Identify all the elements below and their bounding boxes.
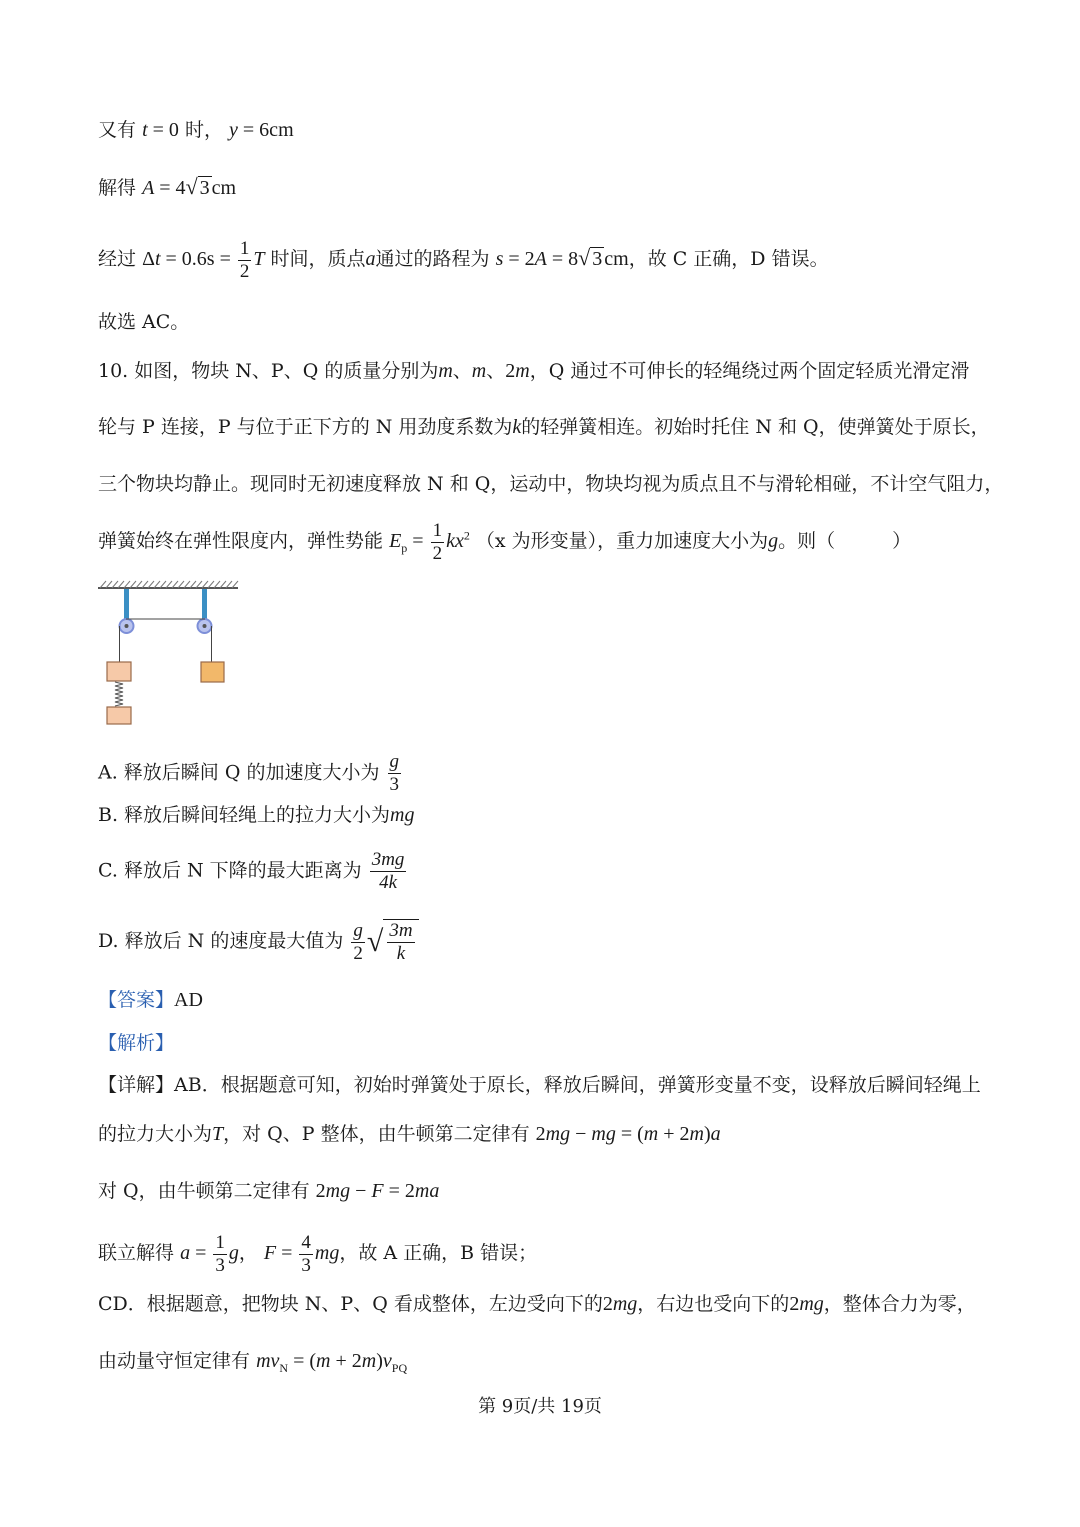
solution-line-4: 故选 AC。 [98,311,190,333]
text: ，故 C 正确，D 错误。 [628,248,829,271]
text: ，Q 通过不可伸长的轻绳绕过两个固定轻质光滑定滑 [529,360,970,382]
answer-value: AD [174,989,203,1011]
equation-y: y [229,119,238,141]
question-line-2 [98,413,990,441]
detail-line-4: 联立解得 a = $\frac{1}{3}$ g， F = $\frac{4}{3}$ mg，故 A 正确，B 错误； [98,1232,538,1276]
fraction-3mg-over-4k: $\frac{3mg}{4k}$ [371,849,405,893]
fraction-g-over-2: $\frac{g}{2}$ [353,919,363,964]
text: ，整体合力为零， [823,1293,976,1315]
option-b [98,801,990,829]
block-q [201,662,224,682]
text: 10. 如图，物块 N、P、Q 的质量分别为 [98,360,439,382]
text: D. 释放后 N 的速度最大值为 [98,930,344,952]
option-c [98,849,990,894]
page-footer: 第 9页/共 19页 [478,1396,602,1417]
equation-elastic-energy: $E_p$ = $\frac{1}{2}$ $kx^2$ [389,520,470,564]
detail-line-1 [98,1071,990,1099]
fraction-g-over-3: $\frac{g}{3}$ [389,751,400,795]
block-n [107,707,131,724]
block-p [107,662,131,681]
equation-f-result: F = $\frac{4}{3}$ mg [263,1232,340,1276]
text: C. 释放后 N 下降的最大距离为 [98,859,362,882]
text: A. 释放后瞬间 Q 的加速度大小为 [98,761,380,784]
ceiling-hatch [98,581,238,588]
equation-a-result: a = $\frac{1}{3}$ g [180,1232,239,1276]
solution-line-2 [98,173,990,202]
detail-line-3 [98,1177,990,1205]
equation-t0: t [142,119,148,141]
variable-T: T [212,1123,224,1145]
value-2mg: 2mg [602,1293,638,1315]
detail-line-6 [98,1347,990,1382]
variable-a: a [365,248,376,271]
equation-newton-q: 2mg − F = 2ma [315,1180,440,1202]
answer-label: 【答案】 [98,989,175,1011]
text: ，对 Q、P 整体，由牛顿第二定律有 [223,1123,530,1145]
value-2mg: 2mg [789,1293,824,1315]
spring [115,682,123,706]
text: 由动量守恒定律有 [98,1350,251,1372]
solution-line-3 [98,238,990,283]
text: 联立解得 [98,1242,175,1265]
answer-line [98,986,990,1014]
equation-newton-system: 2mg − mg = (m + 2m)a [535,1123,721,1145]
text: 的拉力大小为 [98,1123,213,1145]
detail-label: 【详解】 [98,1074,175,1096]
text: 通过的路程为 [375,248,490,271]
text: 时， [184,119,223,141]
text: 又有 [98,119,137,141]
detail-line-2 [98,1120,990,1148]
option-d: D. 释放后 N 的速度最大值为 $\frac{g}{2}$ √ $\frac{3m}{k}$ [98,919,990,965]
text: 时间，质点 [270,248,366,271]
detail-line-5 [98,1290,990,1318]
text: 经过 [98,248,137,271]
question-line-4 [98,520,990,565]
text: ，故 A 正确，B 错误； [339,1242,538,1265]
text: AB．根据题意可知，初始时弹簧处于原长，释放后瞬间，弹簧形变量不变，设释放后瞬间轻绳上 [174,1074,981,1096]
text: 解得 [98,177,137,199]
equation-amplitude: A = 4√ 3 cm [142,174,237,199]
text: CD．根据题意，把物块 N、P、Q 看成整体，左边受向下的 [98,1293,603,1315]
option-a [98,751,990,796]
analysis-label [98,1029,990,1057]
solution-line-1: 又有 t = 0 时， y = 6cm [98,119,294,141]
text: 弹簧始终在弹性限度内，弹性势能 [98,530,384,553]
text: B. 释放后瞬间轻绳上的拉力大小为 [98,804,391,826]
variable-k: k [512,416,522,438]
text: 。则（ ） [778,530,912,553]
question-line-1: 10. 如图，物块 N、P、Q 的质量分别为m、m、2m，Q 通过不可伸长的轻绳绕过两个固定轻质光滑定滑 [98,360,970,382]
value-mg: mg [390,804,415,826]
equation-path: s = 2A = 8√ 3 cm [495,245,629,271]
fraction-3m-over-k: $\frac{3m}{k}$ [389,920,413,964]
text: ，右边也受向下的 [637,1293,790,1315]
analysis-tag: 【解析】 [98,1032,175,1054]
text: （x 为形变量），重力加速度大小为 [475,530,769,553]
equation-momentum: $mv_N = (m + 2m)v_{PQ}$ [256,1350,408,1375]
question-line-3: 三个物块均静止。现同时无初速度释放 N 和 Q，运动中，物块均视为质点且不与滑轮相碰，不计空气阻力， [98,473,1004,495]
text: 对 Q，由牛顿第二定律有 [98,1180,310,1202]
text: 的轻弹簧相连。初始时托住 N 和 Q，使弹簧处于原长， [521,416,990,438]
text: 轮与 P 连接，P 与位于正下方的 N 用劲度系数为 [98,416,513,438]
variable-g: g [768,530,779,553]
equation-delta-t: Δt = 0.6s = $\frac{1}{2}$ T [142,238,265,282]
pulley-diagram [96,578,242,728]
